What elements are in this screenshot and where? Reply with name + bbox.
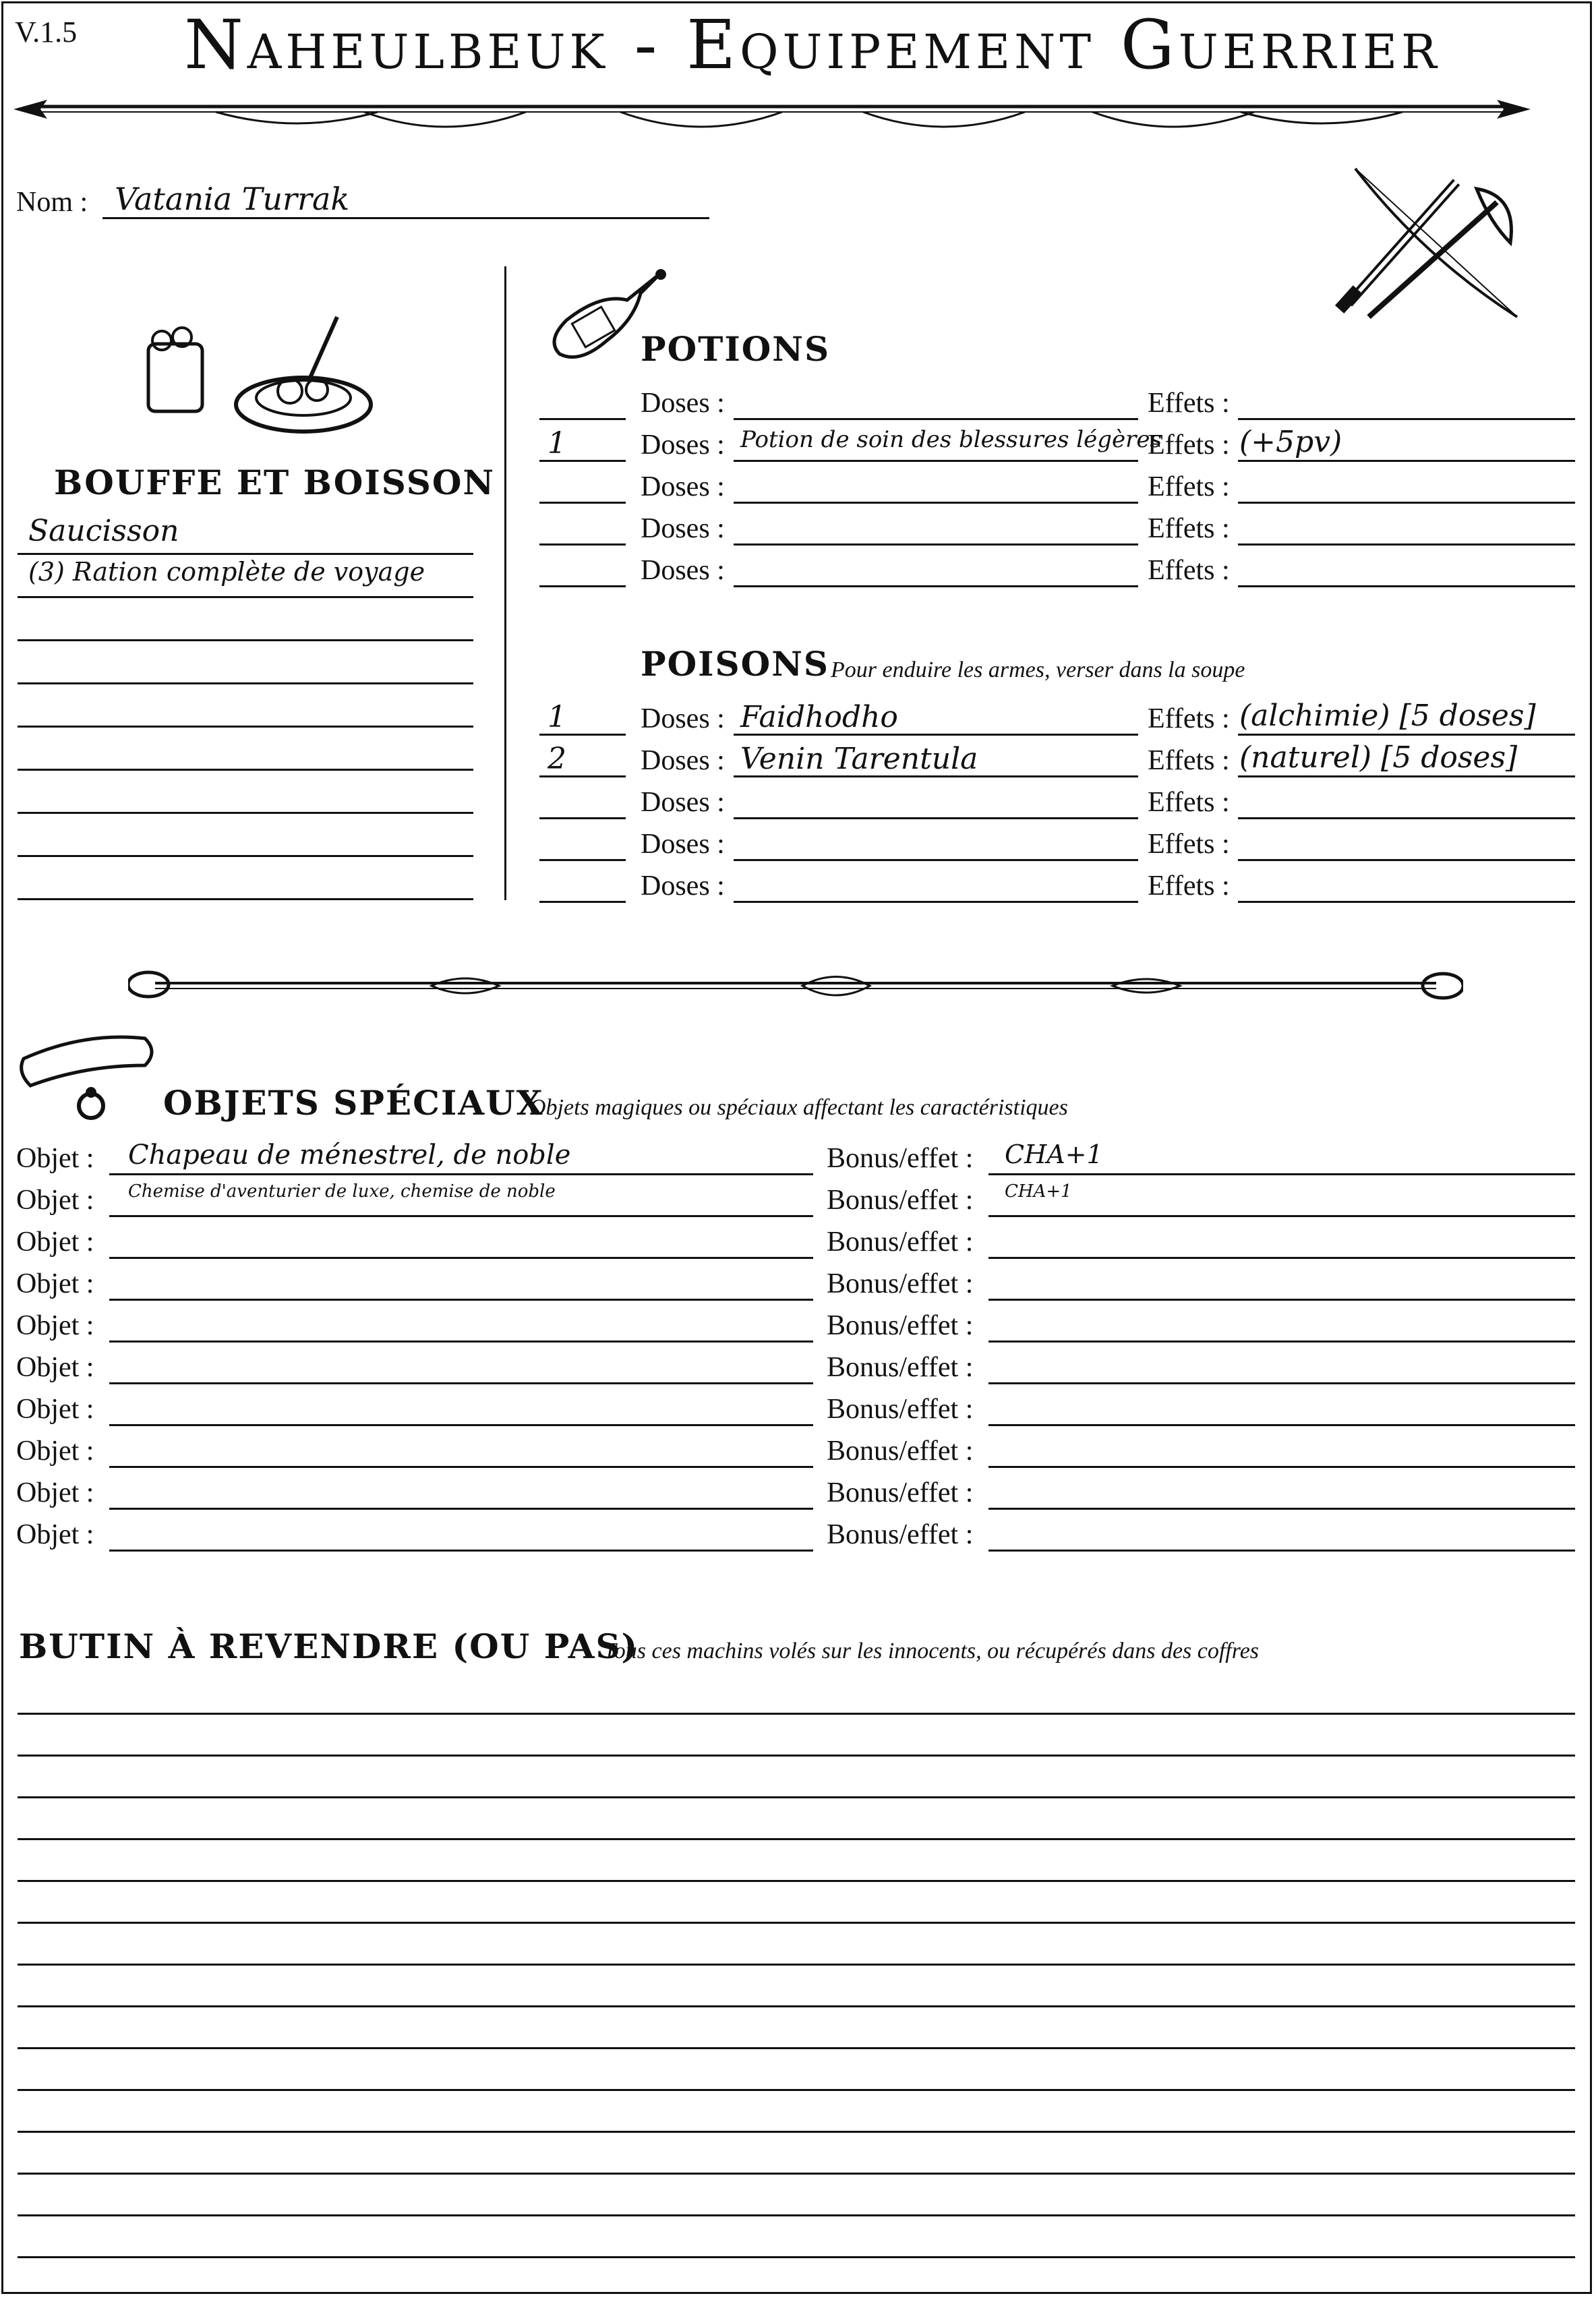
potions-effect-line (1238, 543, 1575, 546)
bonus-line (988, 1173, 1575, 1175)
objet-label: Objet : (16, 1227, 94, 1258)
poisons-name-line (734, 817, 1138, 819)
objets-title: OBJETS SPÉCIAUX (163, 1083, 544, 1123)
butin-title: BUTIN À REVENDRE (OU PAS) (19, 1626, 639, 1666)
objet-label: Objet : (16, 1519, 94, 1550)
scroll-ring-icon (17, 1025, 158, 1133)
bonus-line (988, 1508, 1575, 1510)
poisons-qty[interactable]: 1 (548, 700, 566, 734)
crossed-weapons-icon (1328, 155, 1531, 337)
bonus-label: Bonus/effet : (827, 1436, 974, 1467)
potions-title: POTIONS (641, 329, 831, 369)
page-title: Naheulbeuk - Equipement Guerrier (184, 5, 1441, 84)
objet-line (109, 1173, 813, 1175)
objet-line (109, 1508, 813, 1510)
butin-line[interactable] (18, 2214, 1575, 2216)
potions-doses-label: Doses : (641, 388, 725, 419)
poisons-effets-label: Effets : (1148, 745, 1230, 776)
poisons-effets-label: Effets : (1148, 787, 1230, 818)
bouffe-line (18, 639, 473, 641)
poisons-qty-line (539, 859, 626, 861)
butin-line[interactable] (18, 1964, 1575, 1966)
butin-line[interactable] (18, 1922, 1575, 1924)
potions-qty-line (539, 460, 626, 462)
objet-line (109, 1340, 813, 1343)
potions-name-line (734, 502, 1138, 504)
potions-name-line (734, 585, 1138, 587)
potions-doses-label: Doses : (641, 513, 725, 544)
potions-effect-line (1238, 585, 1575, 587)
potions-name-line (734, 543, 1138, 546)
objet-line (109, 1466, 813, 1468)
bouffe-line (18, 855, 473, 857)
objet-line (109, 1382, 813, 1384)
butin-line[interactable] (18, 2131, 1575, 2133)
poisons-name-line (734, 859, 1138, 861)
bouffe-item[interactable]: (3) Ration complète de voyage (28, 557, 425, 587)
objet-label: Objet : (16, 1394, 94, 1425)
potions-effets-label: Effets : (1148, 555, 1230, 586)
potions-effect-line (1238, 418, 1575, 420)
poisons-doses-label: Doses : (641, 703, 725, 734)
objet-label: Objet : (16, 1477, 94, 1508)
objet-line (109, 1424, 813, 1426)
bonus-line (988, 1257, 1575, 1259)
potions-name-line (734, 418, 1138, 420)
bonus-line (988, 1424, 1575, 1426)
bonus-line (988, 1215, 1575, 1217)
objet-label: Objet : (16, 1352, 94, 1383)
bonus-label: Bonus/effet : (827, 1477, 974, 1508)
bouffe-line (18, 682, 473, 684)
potions-effect[interactable]: (+5pv) (1239, 425, 1342, 459)
nom-label: Nom : (16, 187, 88, 218)
poisons-name[interactable]: Venin Tarentula (740, 742, 978, 776)
objet-line (109, 1215, 813, 1217)
bonus-line (988, 1299, 1575, 1301)
butin-line[interactable] (18, 2256, 1575, 2258)
bonus-label: Bonus/effet : (827, 1394, 974, 1425)
butin-line[interactable] (18, 2047, 1575, 2049)
poisons-qty-line (539, 734, 626, 736)
bonus-line (988, 1340, 1575, 1343)
potions-qty-line (539, 418, 626, 420)
objet-label: Objet : (16, 1268, 94, 1299)
poisons-effect-line (1238, 734, 1575, 736)
butin-line[interactable] (18, 1796, 1575, 1798)
bouffe-item[interactable]: Saucisson (28, 514, 179, 548)
nom-field[interactable]: Vatania Turrak (115, 181, 350, 217)
potions-qty-line (539, 543, 626, 546)
bonus-label: Bonus/effet : (827, 1268, 974, 1299)
objets-subtitle: Objets magiques ou spéciaux affectant les caractéristiques (529, 1095, 1068, 1120)
staff-divider-icon (128, 958, 1463, 1011)
bonus-label: Bonus/effet : (827, 1227, 974, 1258)
poisons-name-line (734, 775, 1138, 777)
objet-line (109, 1299, 813, 1301)
potions-name-line (734, 460, 1138, 462)
potions-effect-line (1238, 502, 1575, 504)
poisons-doses-label: Doses : (641, 745, 725, 776)
potions-effets-label: Effets : (1148, 513, 1230, 544)
potions-qty-line (539, 502, 626, 504)
poisons-effets-label: Effets : (1148, 829, 1230, 860)
poisons-qty-line (539, 901, 626, 903)
bonus-line (988, 1466, 1575, 1468)
bonus-value[interactable]: CHA+1 (1005, 1181, 1072, 1202)
potions-doses-label: Doses : (641, 430, 725, 461)
poisons-subtitle: Pour enduire les armes, verser dans la soupe (831, 657, 1245, 682)
poisons-title: POISONS (641, 644, 830, 684)
potions-doses-label: Doses : (641, 471, 725, 502)
poisons-effets-label: Effets : (1148, 871, 1230, 902)
nom-underline (102, 217, 709, 219)
butin-line[interactable] (18, 1755, 1575, 1757)
objet-label: Objet : (16, 1143, 94, 1174)
objet-name[interactable]: Chemise d'aventurier de luxe, chemise de noble (128, 1181, 556, 1202)
potions-name[interactable]: Potion de soin des blessures légères (740, 426, 1162, 453)
butin-line[interactable] (18, 2173, 1575, 2175)
butin-line[interactable] (18, 1838, 1575, 1840)
bouffe-title: BOUFFE ET BOISSON (54, 463, 496, 502)
bonus-label: Bonus/effet : (827, 1143, 974, 1174)
butin-line[interactable] (18, 2005, 1575, 2007)
objet-label: Objet : (16, 1310, 94, 1341)
bonus-label: Bonus/effet : (827, 1185, 974, 1216)
poisons-effect[interactable]: (alchimie) [5 doses] (1239, 699, 1536, 733)
poisons-qty-line (539, 775, 626, 777)
bouffe-line (18, 812, 473, 814)
poisons-effect-line (1238, 901, 1575, 903)
poisons-name-line (734, 734, 1138, 736)
poisons-effect-line (1238, 859, 1575, 861)
bonus-line (988, 1550, 1575, 1552)
version-label: V.1.5 (15, 16, 78, 49)
objet-line (109, 1550, 813, 1552)
butin-line[interactable] (18, 2089, 1575, 2091)
potions-effets-label: Effets : (1148, 471, 1230, 502)
poisons-doses-label: Doses : (641, 829, 725, 860)
column-separator (504, 266, 506, 900)
spear-divider-icon (13, 88, 1531, 142)
bouffe-line (18, 769, 473, 771)
poisons-doses-label: Doses : (641, 787, 725, 818)
objet-name[interactable]: Chapeau de ménestrel, de noble (128, 1140, 571, 1171)
potions-effect-line (1238, 460, 1575, 462)
butin-line[interactable] (18, 1880, 1575, 1882)
poisons-qty-line (539, 817, 626, 819)
food-plate-icon (135, 303, 378, 438)
potions-effets-label: Effets : (1148, 430, 1230, 461)
poisons-effect[interactable]: (naturel) [5 doses] (1239, 740, 1518, 775)
bonus-value[interactable]: CHA+1 (1005, 1140, 1103, 1169)
bonus-label: Bonus/effet : (827, 1352, 974, 1383)
potions-qty-line (539, 585, 626, 587)
bouffe-line (18, 596, 473, 598)
potions-doses-label: Doses : (641, 555, 725, 586)
bonus-line (988, 1382, 1575, 1384)
poisons-qty[interactable]: 2 (548, 742, 566, 776)
bonus-label: Bonus/effet : (827, 1519, 974, 1550)
bouffe-line (18, 898, 473, 900)
butin-line[interactable] (18, 1713, 1575, 1715)
objet-line (109, 1257, 813, 1259)
bouffe-line (18, 553, 473, 555)
potions-effets-label: Effets : (1148, 388, 1230, 419)
bonus-label: Bonus/effet : (827, 1310, 974, 1341)
potions-qty[interactable]: 1 (548, 426, 566, 461)
poisons-doses-label: Doses : (641, 871, 725, 902)
poisons-effets-label: Effets : (1148, 703, 1230, 734)
poisons-effect-line (1238, 775, 1575, 777)
poisons-effect-line (1238, 817, 1575, 819)
butin-subtitle: Tous ces machins volés sur les innocents, ou récupérés dans des coffres (603, 1639, 1260, 1663)
objet-label: Objet : (16, 1436, 94, 1467)
poisons-name-line (734, 901, 1138, 903)
bouffe-line (18, 726, 473, 728)
objet-label: Objet : (16, 1185, 94, 1216)
poisons-name[interactable]: Faidhodho (740, 700, 898, 734)
